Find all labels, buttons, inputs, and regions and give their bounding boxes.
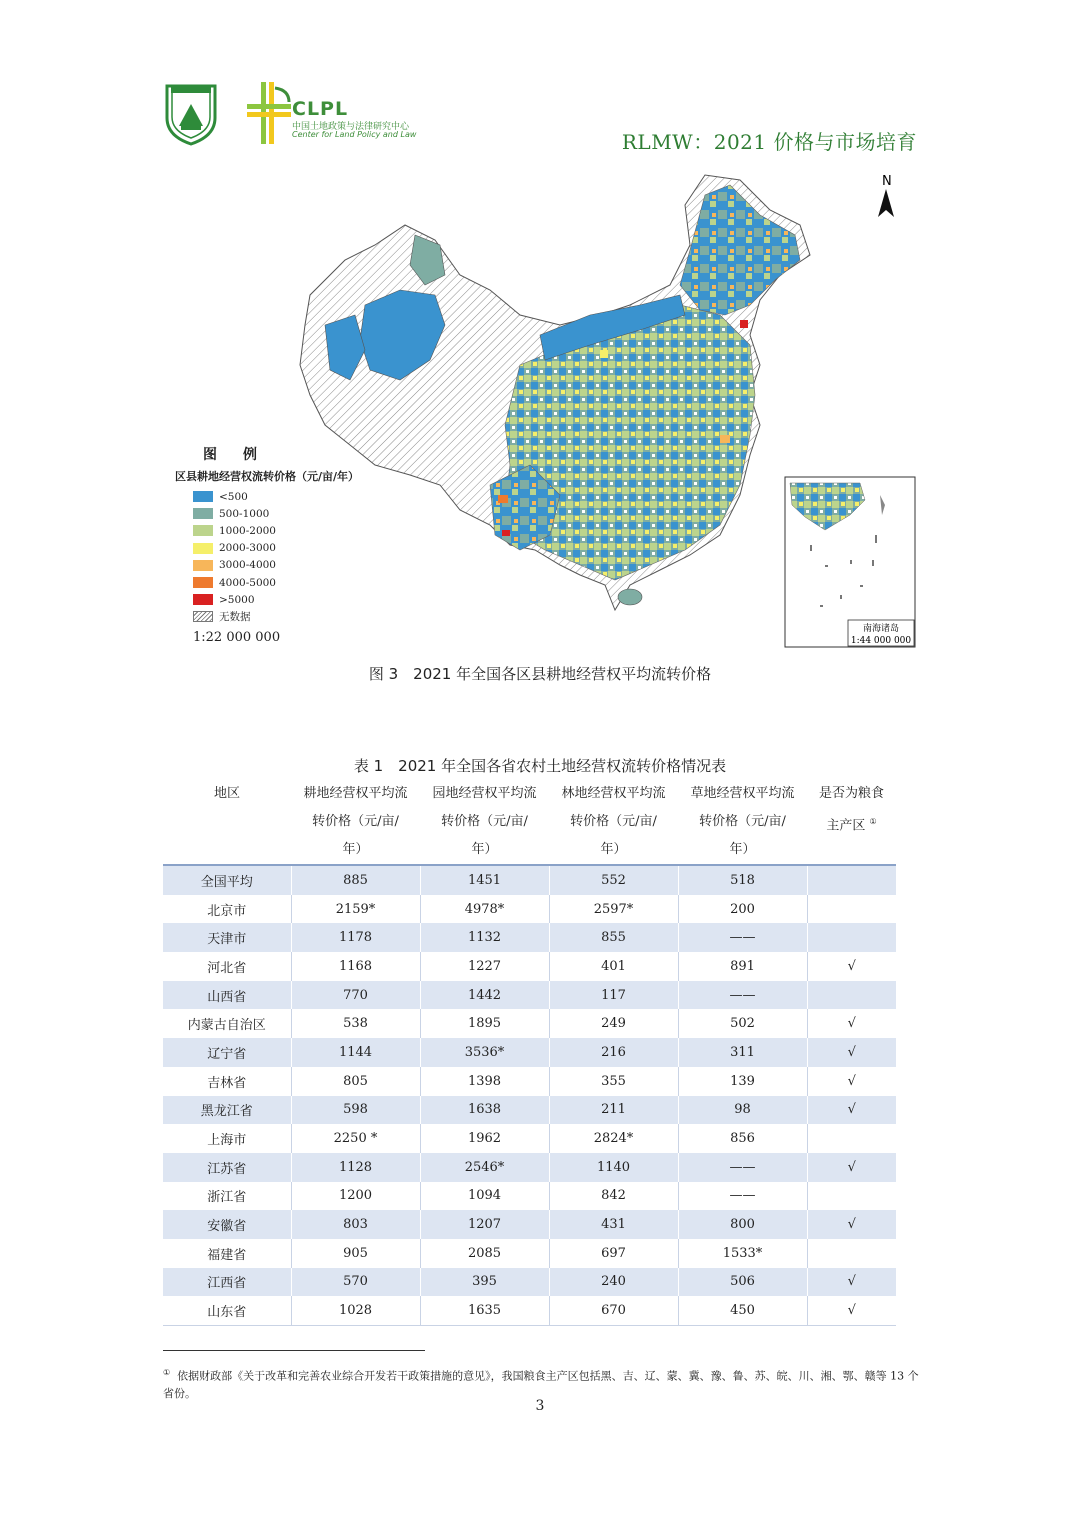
region-cell: 福建省 [163, 1239, 291, 1268]
value-cell: 1635 [420, 1296, 549, 1325]
value-cell: 200 [678, 895, 807, 924]
legend-item: 4000-5000 [193, 574, 276, 591]
value-cell: 1398 [420, 1067, 549, 1096]
region-cell: 山东省 [163, 1296, 291, 1325]
legend-swatch [193, 543, 213, 554]
region-cell: 全国平均 [163, 865, 291, 895]
table-caption: 表 1 2021 年全国各省农村土地经营权流转价格情况表 [353, 757, 727, 775]
region-cell: 天津市 [163, 923, 291, 952]
value-cell: 800 [678, 1210, 807, 1239]
university-logo [163, 82, 219, 146]
footnote-mark: ① [869, 817, 877, 826]
legend-subtitle: 区县耕地经营权流转价格（元/亩/年） [175, 470, 360, 483]
value-cell: 98 [678, 1096, 807, 1125]
legend-item: 3000-4000 [193, 557, 276, 574]
region-cell: 浙江省 [163, 1182, 291, 1211]
org-english-name: Center for Land Policy and Law [292, 130, 417, 139]
footnote-text: 依据财政部《关于改革和完善农业综合开发若干政策措施的意见》，我国粮食主产区包括黑、吉、辽、蒙、冀、豫、鲁、苏、皖、川、湘、鄂、赣等 13 个省份。 [163, 1369, 919, 1400]
value-cell: —— [678, 981, 807, 1010]
value-cell [807, 1239, 896, 1268]
value-cell: √ [807, 1210, 896, 1239]
value-cell: 1207 [420, 1210, 549, 1239]
legend-swatch [193, 525, 213, 536]
value-cell: 518 [678, 865, 807, 895]
value-cell: 450 [678, 1296, 807, 1325]
value-cell: 1533* [678, 1239, 807, 1268]
value-cell: 1132 [420, 923, 549, 952]
value-cell: 2546* [420, 1153, 549, 1182]
value-cell: 842 [549, 1182, 678, 1211]
table-row [163, 1182, 896, 1211]
value-cell [807, 895, 896, 924]
table-row [163, 923, 896, 952]
value-cell: 117 [549, 981, 678, 1010]
value-cell: √ [807, 952, 896, 981]
value-cell: 697 [549, 1239, 678, 1268]
value-cell: √ [807, 1153, 896, 1182]
value-cell [807, 1182, 896, 1211]
value-cell: 249 [549, 1009, 678, 1038]
table-row [163, 1038, 896, 1067]
footnote-rule [163, 1350, 425, 1351]
legend-item: >5000 [193, 591, 276, 608]
price-table [163, 780, 896, 1326]
footnote-mark: ① [163, 1368, 171, 1377]
value-cell: 4978* [420, 895, 549, 924]
value-cell: 1028 [291, 1296, 420, 1325]
document-title: RLMW：2021 价格与市场培育 [621, 130, 917, 154]
value-cell: —— [678, 1153, 807, 1182]
table-row [163, 952, 896, 981]
legend-item: 2000-3000 [193, 540, 276, 557]
value-cell: 240 [549, 1268, 678, 1297]
org-chinese-name: 中国土地政策与法律研究中心 [292, 122, 410, 132]
value-cell: 770 [291, 981, 420, 1010]
region-cell: 内蒙古自治区 [163, 1009, 291, 1038]
value-cell: 2250 * [291, 1124, 420, 1153]
value-cell: 311 [678, 1038, 807, 1067]
legend-title: 图 例 [203, 447, 263, 463]
value-cell: 355 [549, 1067, 678, 1096]
value-cell: 670 [549, 1296, 678, 1325]
value-cell [807, 923, 896, 952]
col-header-farmland: 耕地经营权平均流 转价格（元/亩/ 年） [303, 786, 408, 857]
value-cell: √ [807, 1268, 896, 1297]
value-cell: 2085 [420, 1239, 549, 1268]
table-row [163, 1210, 896, 1239]
value-cell: 885 [291, 865, 420, 895]
value-cell: —— [678, 923, 807, 952]
region-cell: 上海市 [163, 1124, 291, 1153]
map-scale: 1:22 000 000 [193, 630, 281, 645]
table-row [163, 981, 896, 1010]
region-cell: 山西省 [163, 981, 291, 1010]
legend-item: 1000-2000 [193, 522, 276, 539]
value-cell: 805 [291, 1067, 420, 1096]
table-row [163, 895, 896, 924]
page-number: 3 [535, 1398, 545, 1414]
value-cell: 401 [549, 952, 678, 981]
inset-label: 南海诸岛 [862, 624, 900, 634]
value-cell: 1200 [291, 1182, 420, 1211]
col-header-orchard: 园地经营权平均流 转价格（元/亩/ 年） [432, 786, 537, 857]
region-cell: 安徽省 [163, 1210, 291, 1239]
value-cell: 216 [549, 1038, 678, 1067]
figure-caption: 图 3 2021 年全国各区县耕地经营权平均流转价格 [368, 665, 712, 683]
value-cell: 1451 [420, 865, 549, 895]
value-cell [807, 1124, 896, 1153]
legend-item: 500-1000 [193, 505, 276, 522]
value-cell: 431 [549, 1210, 678, 1239]
value-cell: 1227 [420, 952, 549, 981]
north-arrow-icon [878, 189, 894, 217]
region-cell: 北京市 [163, 895, 291, 924]
value-cell: 1144 [291, 1038, 420, 1067]
clpl-logo [245, 80, 295, 146]
legend-swatch [193, 594, 213, 605]
org-short-name: CLPL [292, 98, 349, 120]
value-cell: 803 [291, 1210, 420, 1239]
value-cell: 1178 [291, 923, 420, 952]
value-cell: 3536* [420, 1038, 549, 1067]
value-cell: 855 [549, 923, 678, 952]
region-cell: 吉林省 [163, 1067, 291, 1096]
legend-item: 无数据 [193, 608, 276, 625]
table-row [163, 1009, 896, 1038]
table-header-row [163, 780, 896, 865]
table-row [163, 1239, 896, 1268]
value-cell: √ [807, 1096, 896, 1125]
value-cell: 891 [678, 952, 807, 981]
map-legend [193, 488, 276, 626]
footnote [163, 1364, 923, 1402]
region-cell: 河北省 [163, 952, 291, 981]
table-row [163, 1067, 896, 1096]
value-cell: √ [807, 1038, 896, 1067]
col-header-grassland: 草地经营权平均流 转价格（元/亩/ 年） [690, 786, 795, 857]
legend-swatch [193, 560, 213, 571]
value-cell: 1094 [420, 1182, 549, 1211]
legend-swatch [193, 508, 213, 519]
table-row [163, 1096, 896, 1125]
table-row [163, 1153, 896, 1182]
value-cell: 538 [291, 1009, 420, 1038]
value-cell: √ [807, 1067, 896, 1096]
value-cell: 905 [291, 1239, 420, 1268]
value-cell: 502 [678, 1009, 807, 1038]
table-row [163, 1268, 896, 1297]
inset-scale: 1:44 000 000 [850, 636, 912, 646]
region-cell: 辽宁省 [163, 1038, 291, 1067]
value-cell: 570 [291, 1268, 420, 1297]
col-header-region: 地区 [213, 786, 240, 801]
legend-item: <500 [193, 488, 276, 505]
table-row [163, 1296, 896, 1325]
region-cell: 江苏省 [163, 1153, 291, 1182]
value-cell: 552 [549, 865, 678, 895]
value-cell: √ [807, 1296, 896, 1325]
region-cell: 江西省 [163, 1268, 291, 1297]
north-label: N [882, 174, 892, 189]
value-cell: 395 [420, 1268, 549, 1297]
region-cell: 黑龙江省 [163, 1096, 291, 1125]
legend-swatch-hatch [193, 611, 213, 622]
col-header-grain-area: 是否为粮食 主产区 ① [818, 786, 884, 834]
value-cell: 211 [549, 1096, 678, 1125]
legend-swatch [193, 577, 213, 588]
value-cell: 2597* [549, 895, 678, 924]
col-header-forest: 林地经营权平均流 转价格（元/亩/ 年） [561, 786, 666, 857]
value-cell: 1962 [420, 1124, 549, 1153]
value-cell: 856 [678, 1124, 807, 1153]
value-cell: 2824* [549, 1124, 678, 1153]
value-cell: 139 [678, 1067, 807, 1096]
value-cell: √ [807, 1009, 896, 1038]
value-cell [807, 865, 896, 895]
value-cell: 1442 [420, 981, 549, 1010]
table-row [163, 1124, 896, 1153]
value-cell: 1140 [549, 1153, 678, 1182]
value-cell: 1638 [420, 1096, 549, 1125]
value-cell [807, 981, 896, 1010]
value-cell: 506 [678, 1268, 807, 1297]
value-cell: —— [678, 1182, 807, 1211]
legend-swatch [193, 491, 213, 502]
value-cell: 1895 [420, 1009, 549, 1038]
value-cell: 1128 [291, 1153, 420, 1182]
value-cell: 1168 [291, 952, 420, 981]
table-row [163, 865, 896, 895]
value-cell: 2159* [291, 895, 420, 924]
table-body [163, 865, 896, 1326]
value-cell: 598 [291, 1096, 420, 1125]
